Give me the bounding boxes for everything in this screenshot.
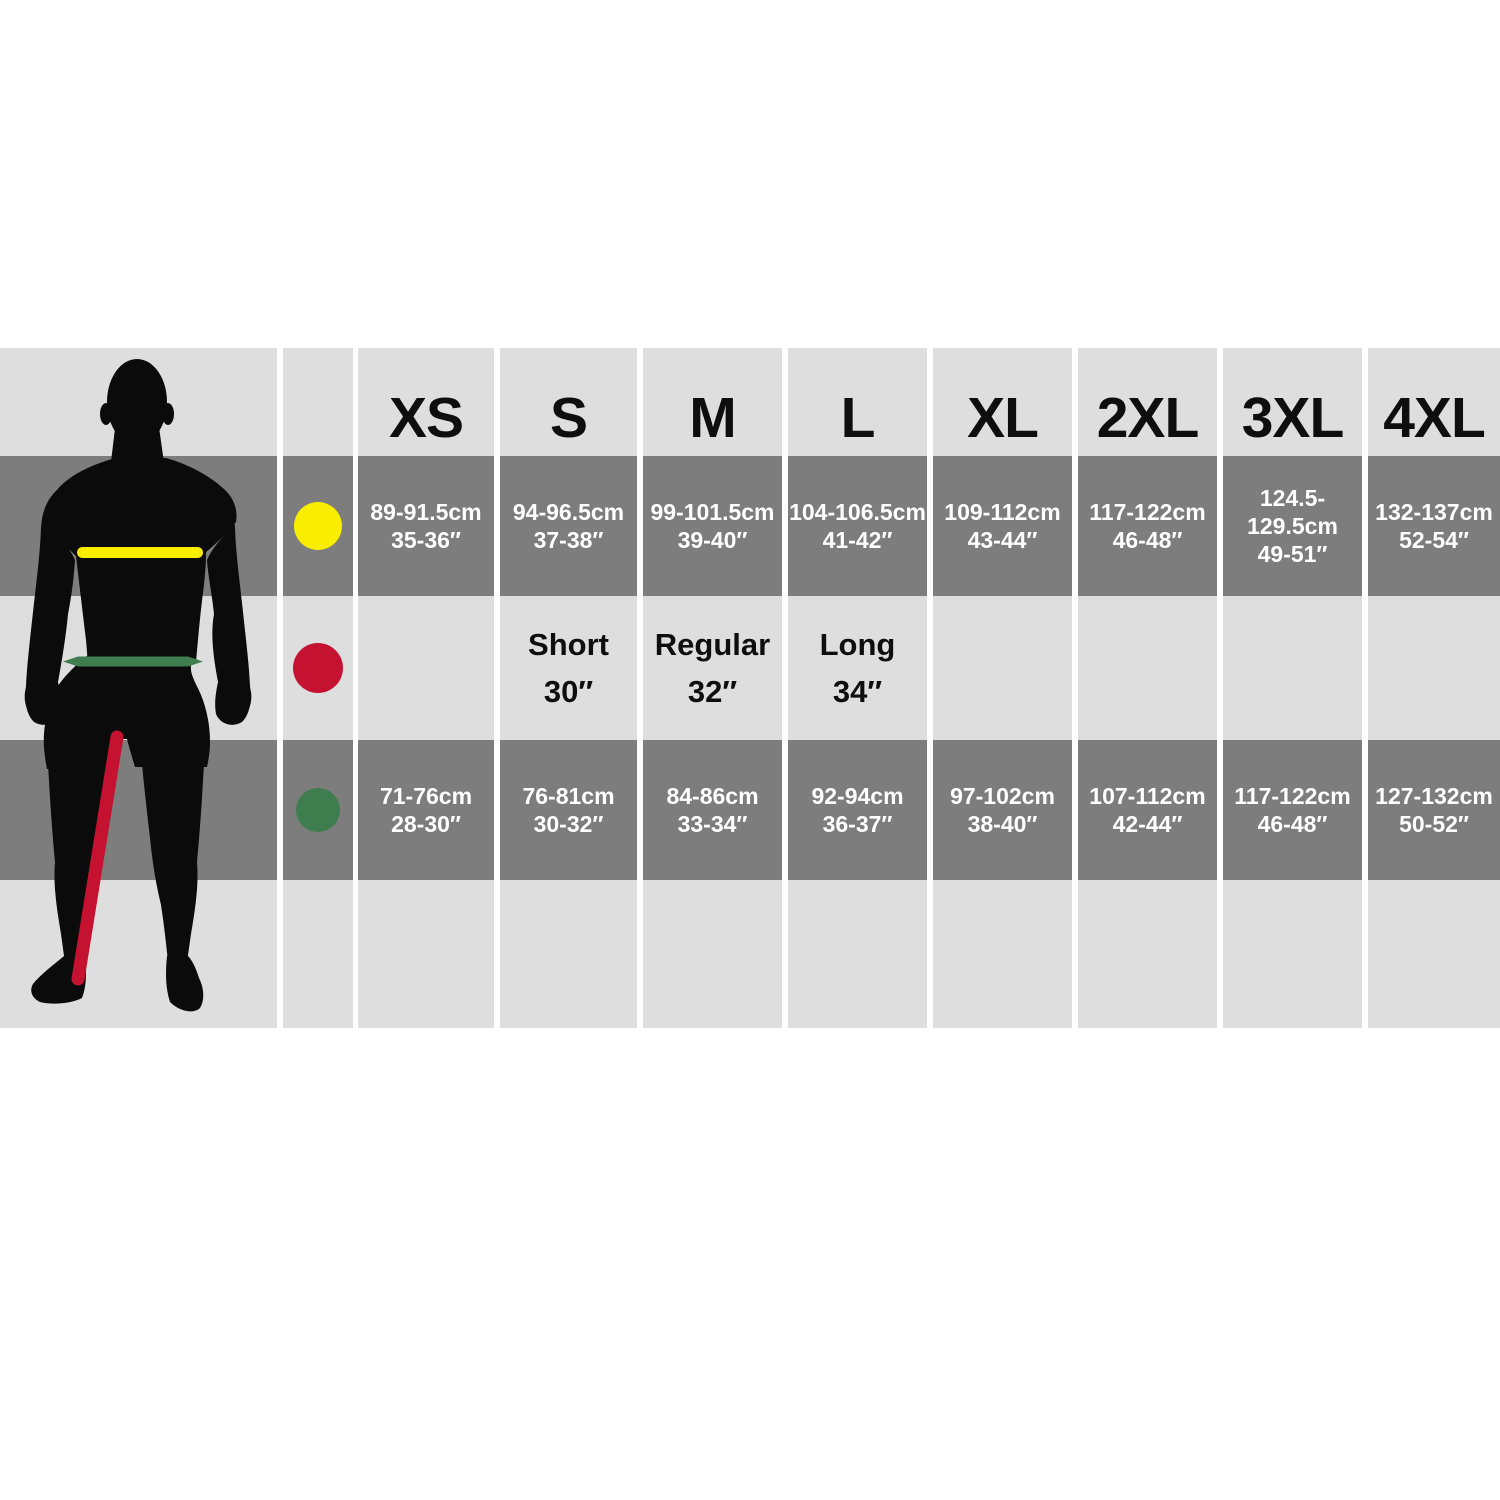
leg-length-cell: [1223, 596, 1362, 740]
size-label: L: [840, 386, 875, 450]
marker-header-cell: [283, 348, 353, 456]
yellow-dot-icon: [294, 502, 342, 550]
size-column-m: [643, 348, 782, 1028]
man-silhouette: [20, 359, 255, 1011]
chest-cell: 94-96.5cm 37-38″: [500, 456, 637, 596]
size-label: XS: [388, 386, 464, 450]
leg-length-cell: Short 30″: [500, 596, 637, 740]
chest-measure-line: [77, 547, 203, 558]
size-label: XL: [967, 386, 1038, 450]
leg-length-cell: [933, 596, 1072, 740]
empty-cell: [643, 880, 782, 1028]
empty-cell: [358, 880, 494, 1028]
marker-foot-cell: [283, 880, 353, 1028]
waist-cell: 92-94cm 36-37″: [788, 740, 927, 880]
size-header: [788, 348, 927, 456]
chest-marker-cell: [283, 456, 353, 596]
size-label: 3XL: [1241, 386, 1344, 450]
leg-length-cell: Long 34″: [788, 596, 927, 740]
waist-cell: 117-122cm 46-48″: [1223, 740, 1362, 880]
size-label: M: [689, 386, 736, 450]
empty-cell: [1368, 880, 1500, 1028]
size-label: 4XL: [1383, 386, 1485, 450]
size-header: [1078, 348, 1217, 456]
size-table: [0, 348, 1500, 1028]
size-column-2xl: [1078, 348, 1217, 1028]
size-label: 2XL: [1096, 386, 1199, 450]
chest-cell: 124.5-129.5cm 49-51″: [1223, 456, 1362, 596]
leg-marker-cell: [283, 596, 353, 740]
chest-cell: 99-101.5cm 39-40″: [643, 456, 782, 596]
leg-length-cell: [1368, 596, 1500, 740]
size-column-xs: [358, 348, 494, 1028]
chest-cell: 89-91.5cm 35-36″: [358, 456, 494, 596]
waist-cell: 127-132cm 50-52″: [1368, 740, 1500, 880]
chest-cell: 117-122cm 46-48″: [1078, 456, 1217, 596]
marker-column: [283, 348, 353, 1028]
size-header: [933, 348, 1072, 456]
empty-cell: [1223, 880, 1362, 1028]
red-dot-icon: [293, 643, 343, 693]
green-dot-icon: [296, 788, 340, 832]
size-column-3xl: [1223, 348, 1362, 1028]
size-header: [1223, 348, 1362, 456]
chest-cell: 109-112cm 43-44″: [933, 456, 1072, 596]
chest-cell: 132-137cm 52-54″: [1368, 456, 1500, 596]
empty-cell: [933, 880, 1072, 1028]
waist-cell: 97-102cm 38-40″: [933, 740, 1072, 880]
size-header: [643, 348, 782, 456]
empty-cell: [1078, 880, 1217, 1028]
leg-length-cell: Regular 32″: [643, 596, 782, 740]
waist-cell: 107-112cm 42-44″: [1078, 740, 1217, 880]
size-header: [1368, 348, 1500, 456]
size-column-s: [500, 348, 637, 1028]
empty-cell: [788, 880, 927, 1028]
waist-cell: 76-81cm 30-32″: [500, 740, 637, 880]
empty-cell: [500, 880, 637, 1028]
size-column-4xl: [1368, 348, 1500, 1028]
man-silhouette-figure: [0, 348, 277, 1028]
chest-cell: 104-106.5cm 41-42″: [788, 456, 927, 596]
silhouette-column: [0, 348, 277, 1028]
waist-cell: 84-86cm 33-34″: [643, 740, 782, 880]
size-column-xl: [933, 348, 1072, 1028]
waist-marker-cell: [283, 740, 353, 880]
size-column-l: [788, 348, 927, 1028]
size-header: [358, 348, 494, 456]
leg-length-cell: [1078, 596, 1217, 740]
size-header: [500, 348, 637, 456]
leg-length-cell: [358, 596, 494, 740]
waist-measure-line: [63, 657, 203, 667]
waist-cell: 71-76cm 28-30″: [358, 740, 494, 880]
size-label: S: [549, 386, 588, 450]
